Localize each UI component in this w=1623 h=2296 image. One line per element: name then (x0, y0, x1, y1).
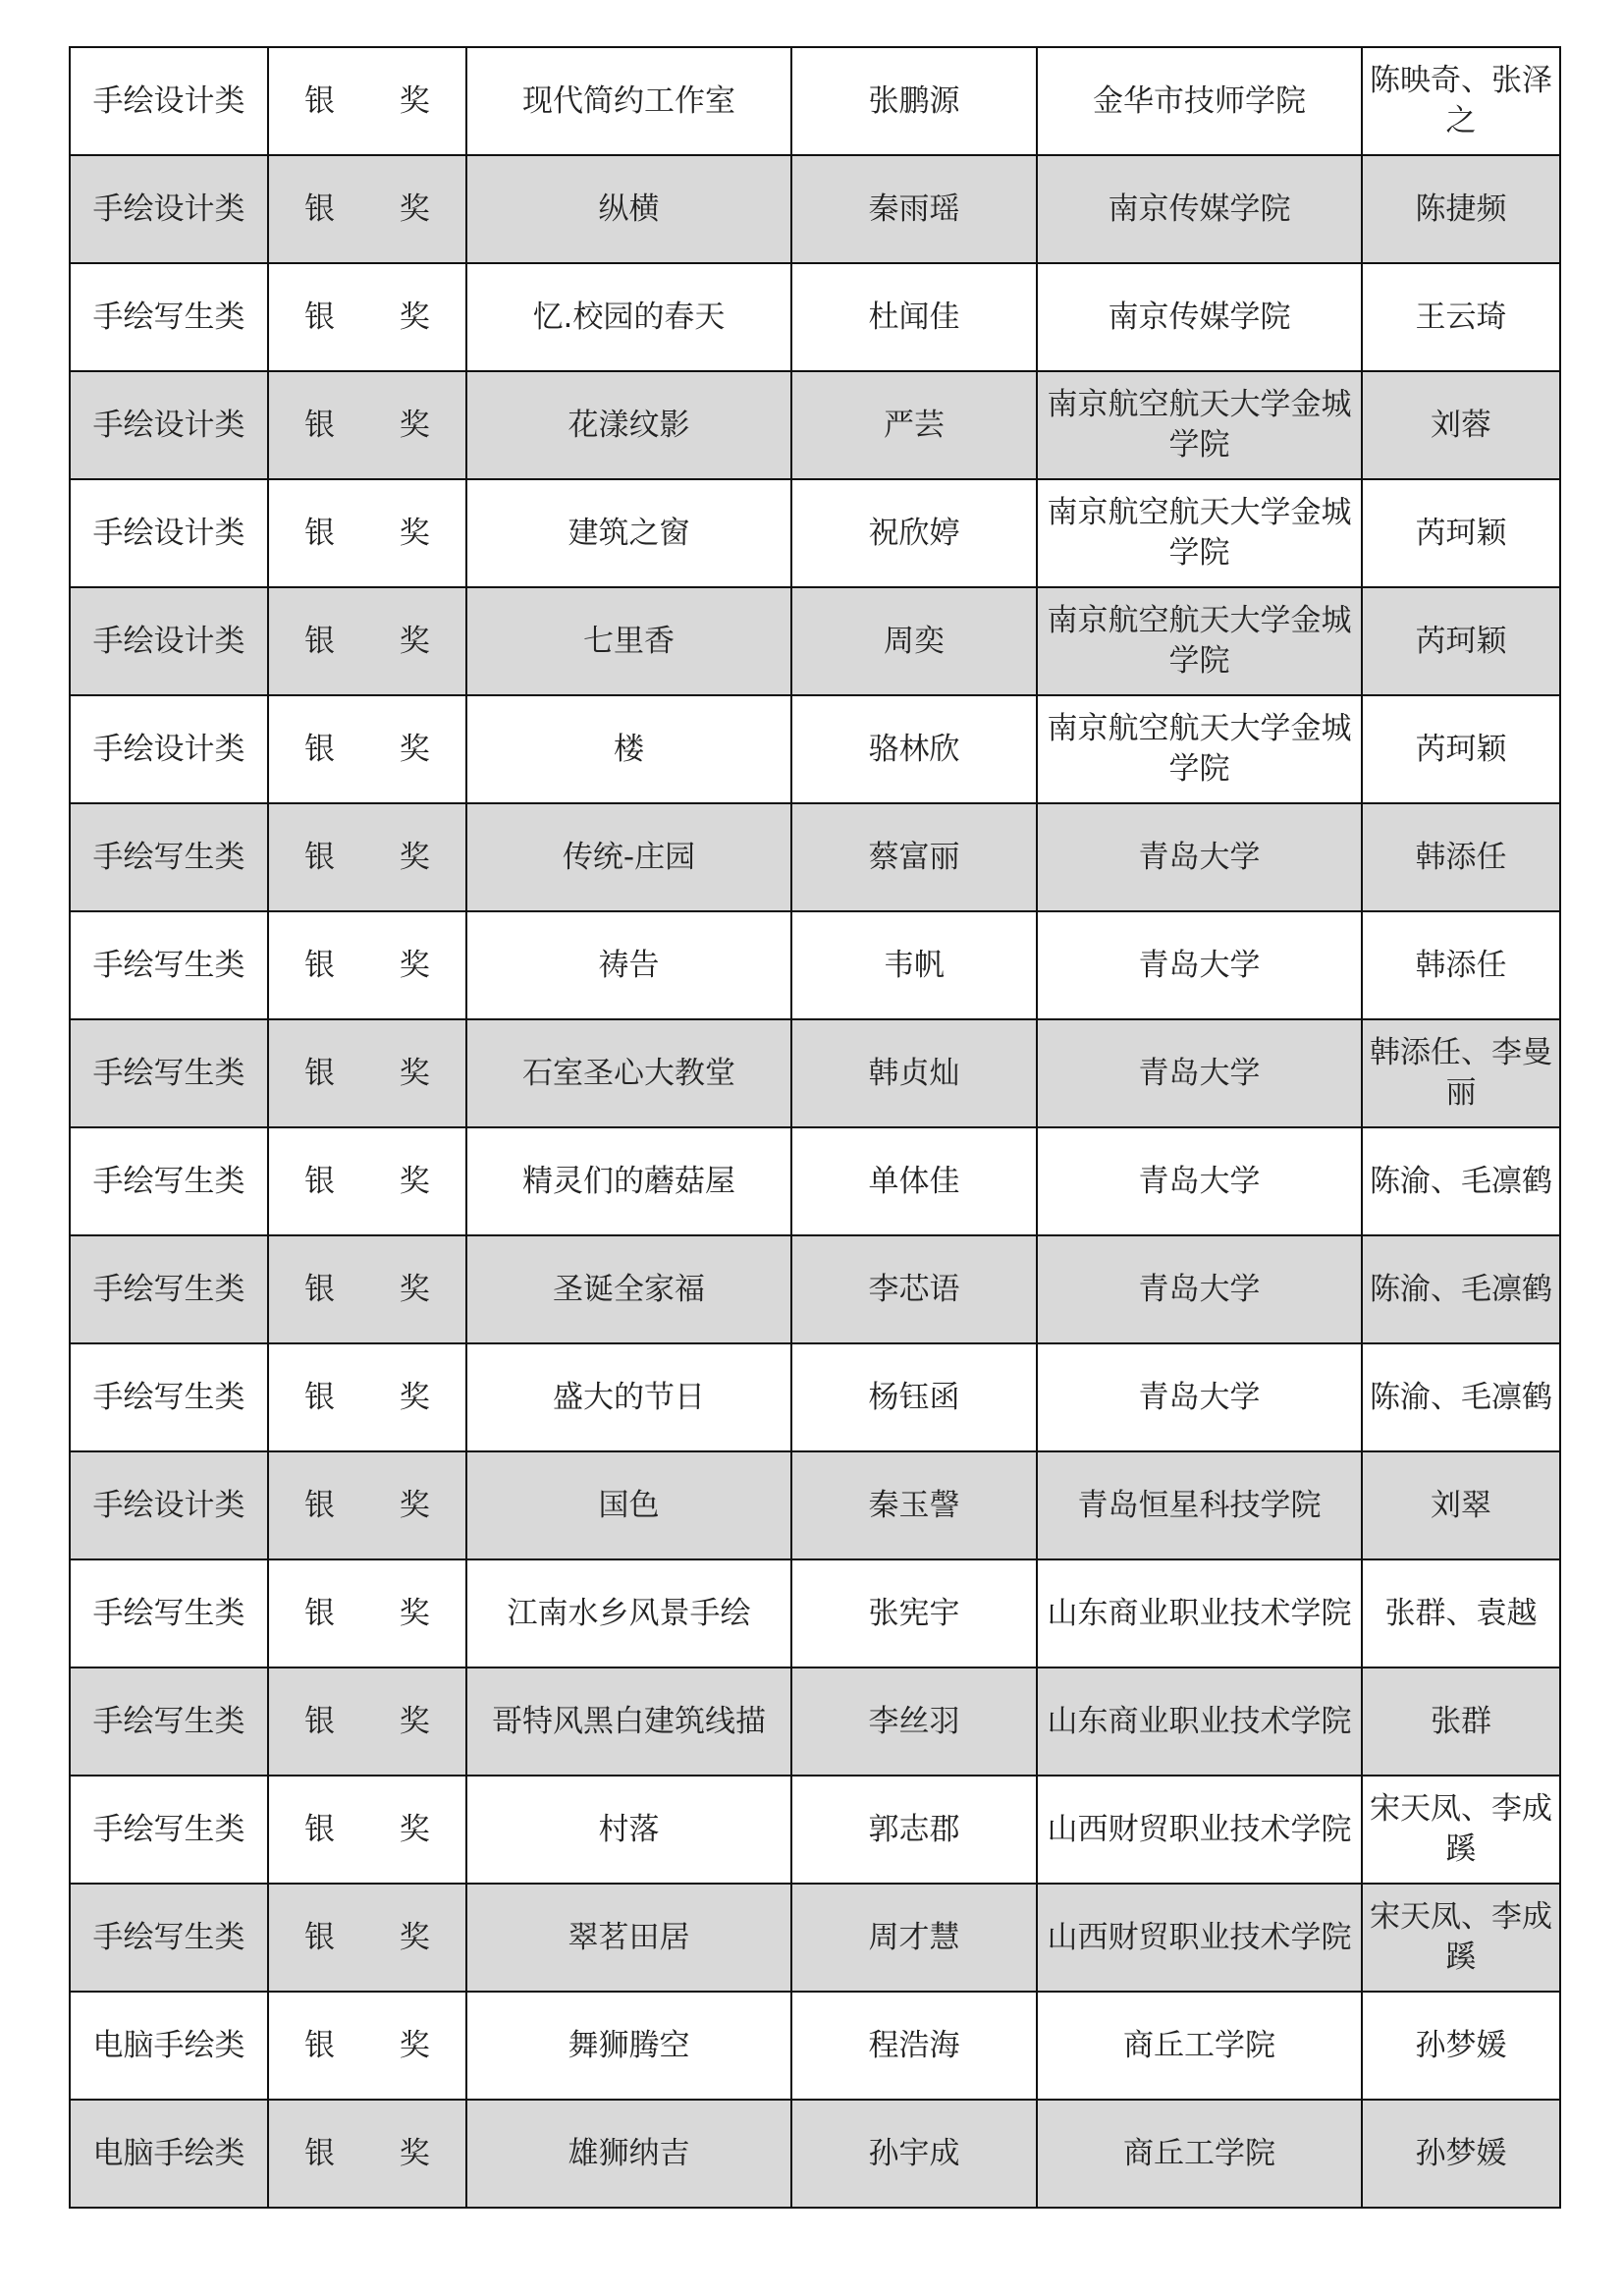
cell-award: 银 奖 (268, 1019, 466, 1127)
cell-advisor: 宋天凤、李成蹊 (1362, 1884, 1560, 1992)
cell-work: 纵横 (466, 155, 791, 263)
cell-work: 忆.校园的春天 (466, 263, 791, 371)
cell-school: 南京航空航天大学金城学院 (1037, 371, 1362, 479)
cell-advisor: 刘蓉 (1362, 371, 1560, 479)
cell-category: 手绘设计类 (70, 47, 268, 155)
table-row (70, 911, 1560, 1019)
cell-author: 李芯语 (791, 1235, 1037, 1343)
cell-school: 山西财贸职业技术学院 (1037, 1776, 1362, 1884)
table-row (70, 587, 1560, 695)
cell-work: 花漾纹影 (466, 371, 791, 479)
cell-award: 银 奖 (268, 1667, 466, 1776)
cell-school: 青岛恒星科技学院 (1037, 1451, 1362, 1559)
cell-advisor: 宋天凤、李成蹊 (1362, 1776, 1560, 1884)
cell-award: 银 奖 (268, 803, 466, 911)
cell-category: 手绘设计类 (70, 479, 268, 587)
table-body (70, 47, 1560, 2208)
table-row (70, 1451, 1560, 1559)
cell-advisor: 孙梦媛 (1362, 1992, 1560, 2100)
cell-advisor: 韩添任 (1362, 803, 1560, 911)
cell-work: 舞狮腾空 (466, 1992, 791, 2100)
cell-category: 手绘写生类 (70, 1127, 268, 1235)
cell-award: 银 奖 (268, 155, 466, 263)
cell-category: 手绘写生类 (70, 1559, 268, 1667)
table-row (70, 47, 1560, 155)
cell-author: 韦帆 (791, 911, 1037, 1019)
cell-advisor: 芮珂颖 (1362, 587, 1560, 695)
cell-author: 李丝羽 (791, 1667, 1037, 1776)
cell-author: 祝欣婷 (791, 479, 1037, 587)
cell-author: 张鹏源 (791, 47, 1037, 155)
cell-award: 银 奖 (268, 1992, 466, 2100)
cell-award: 银 奖 (268, 1451, 466, 1559)
cell-author: 单体佳 (791, 1127, 1037, 1235)
cell-advisor: 王云琦 (1362, 263, 1560, 371)
cell-author: 郭志郡 (791, 1776, 1037, 1884)
cell-award: 银 奖 (268, 695, 466, 803)
cell-category: 手绘设计类 (70, 1451, 268, 1559)
cell-advisor: 芮珂颖 (1362, 695, 1560, 803)
cell-school: 南京航空航天大学金城学院 (1037, 695, 1362, 803)
cell-school: 山东商业职业技术学院 (1037, 1667, 1362, 1776)
cell-school: 青岛大学 (1037, 911, 1362, 1019)
cell-work: 现代简约工作室 (466, 47, 791, 155)
table-row (70, 263, 1560, 371)
cell-category: 手绘写生类 (70, 803, 268, 911)
cell-category: 手绘设计类 (70, 695, 268, 803)
cell-category: 电脑手绘类 (70, 2100, 268, 2208)
cell-work: 石室圣心大教堂 (466, 1019, 791, 1127)
cell-school: 青岛大学 (1037, 803, 1362, 911)
cell-school: 青岛大学 (1037, 1235, 1362, 1343)
cell-work: 哥特风黑白建筑线描 (466, 1667, 791, 1776)
cell-award: 银 奖 (268, 1559, 466, 1667)
cell-advisor: 陈渝、毛凛鹤 (1362, 1235, 1560, 1343)
cell-work: 圣诞全家福 (466, 1235, 791, 1343)
cell-work: 建筑之窗 (466, 479, 791, 587)
awards-table (69, 46, 1561, 2209)
cell-category: 手绘设计类 (70, 587, 268, 695)
cell-category: 手绘设计类 (70, 371, 268, 479)
table-row (70, 1343, 1560, 1451)
cell-category: 手绘写生类 (70, 1667, 268, 1776)
cell-award: 银 奖 (268, 1235, 466, 1343)
cell-school: 南京航空航天大学金城学院 (1037, 479, 1362, 587)
cell-category: 手绘写生类 (70, 263, 268, 371)
cell-award: 银 奖 (268, 1127, 466, 1235)
cell-author: 周才慧 (791, 1884, 1037, 1992)
cell-award: 银 奖 (268, 911, 466, 1019)
cell-award: 银 奖 (268, 587, 466, 695)
cell-work: 江南水乡风景手绘 (466, 1559, 791, 1667)
cell-advisor: 陈捷频 (1362, 155, 1560, 263)
table-row (70, 1776, 1560, 1884)
cell-school: 商丘工学院 (1037, 2100, 1362, 2208)
table-row (70, 1019, 1560, 1127)
cell-school: 商丘工学院 (1037, 1992, 1362, 2100)
cell-author: 周奕 (791, 587, 1037, 695)
table-row (70, 155, 1560, 263)
table-row (70, 695, 1560, 803)
cell-award: 银 奖 (268, 2100, 466, 2208)
table-row (70, 1667, 1560, 1776)
cell-school: 青岛大学 (1037, 1127, 1362, 1235)
table-row (70, 1235, 1560, 1343)
table-row (70, 2100, 1560, 2208)
cell-work: 盛大的节日 (466, 1343, 791, 1451)
cell-work: 楼 (466, 695, 791, 803)
cell-school: 山东商业职业技术学院 (1037, 1559, 1362, 1667)
cell-category: 手绘写生类 (70, 1776, 268, 1884)
cell-award: 银 奖 (268, 263, 466, 371)
cell-author: 孙宇成 (791, 2100, 1037, 2208)
cell-author: 韩贞灿 (791, 1019, 1037, 1127)
cell-author: 程浩海 (791, 1992, 1037, 2100)
cell-advisor: 陈渝、毛凛鹤 (1362, 1127, 1560, 1235)
cell-author: 杨钰函 (791, 1343, 1037, 1451)
cell-school: 金华市技师学院 (1037, 47, 1362, 155)
cell-advisor: 韩添任、李曼丽 (1362, 1019, 1560, 1127)
table-row (70, 803, 1560, 911)
cell-school: 南京传媒学院 (1037, 263, 1362, 371)
cell-school: 南京传媒学院 (1037, 155, 1362, 263)
cell-advisor: 陈渝、毛凛鹤 (1362, 1343, 1560, 1451)
cell-work: 七里香 (466, 587, 791, 695)
cell-category: 手绘写生类 (70, 1343, 268, 1451)
cell-school: 山西财贸职业技术学院 (1037, 1884, 1362, 1992)
cell-category: 手绘设计类 (70, 155, 268, 263)
cell-school: 青岛大学 (1037, 1343, 1362, 1451)
table-row (70, 1559, 1560, 1667)
cell-advisor: 陈映奇、张泽之 (1362, 47, 1560, 155)
cell-work: 翠茗田居 (466, 1884, 791, 1992)
cell-advisor: 张群 (1362, 1667, 1560, 1776)
cell-award: 银 奖 (268, 371, 466, 479)
cell-author: 张宪宇 (791, 1559, 1037, 1667)
cell-work: 传统-庄园 (466, 803, 791, 911)
cell-work: 村落 (466, 1776, 791, 1884)
cell-author: 严芸 (791, 371, 1037, 479)
cell-category: 手绘写生类 (70, 911, 268, 1019)
cell-school: 南京航空航天大学金城学院 (1037, 587, 1362, 695)
cell-work: 雄狮纳吉 (466, 2100, 791, 2208)
cell-author: 秦玉謦 (791, 1451, 1037, 1559)
cell-category: 手绘写生类 (70, 1884, 268, 1992)
cell-advisor: 刘翠 (1362, 1451, 1560, 1559)
cell-advisor: 韩添任 (1362, 911, 1560, 1019)
cell-author: 秦雨瑶 (791, 155, 1037, 263)
table-row (70, 479, 1560, 587)
cell-author: 蔡富丽 (791, 803, 1037, 911)
cell-work: 国色 (466, 1451, 791, 1559)
cell-category: 手绘写生类 (70, 1019, 268, 1127)
cell-work: 精灵们的蘑菇屋 (466, 1127, 791, 1235)
cell-advisor: 张群、袁越 (1362, 1559, 1560, 1667)
table-row (70, 1992, 1560, 2100)
cell-award: 银 奖 (268, 1343, 466, 1451)
cell-advisor: 芮珂颖 (1362, 479, 1560, 587)
table-row (70, 371, 1560, 479)
cell-award: 银 奖 (268, 1884, 466, 1992)
table-row (70, 1127, 1560, 1235)
cell-category: 手绘写生类 (70, 1235, 268, 1343)
cell-award: 银 奖 (268, 1776, 466, 1884)
cell-category: 电脑手绘类 (70, 1992, 268, 2100)
cell-author: 杜闻佳 (791, 263, 1037, 371)
cell-award: 银 奖 (268, 479, 466, 587)
cell-award: 银 奖 (268, 47, 466, 155)
cell-advisor: 孙梦媛 (1362, 2100, 1560, 2208)
cell-author: 骆林欣 (791, 695, 1037, 803)
cell-school: 青岛大学 (1037, 1019, 1362, 1127)
cell-work: 祷告 (466, 911, 791, 1019)
table-row (70, 1884, 1560, 1992)
